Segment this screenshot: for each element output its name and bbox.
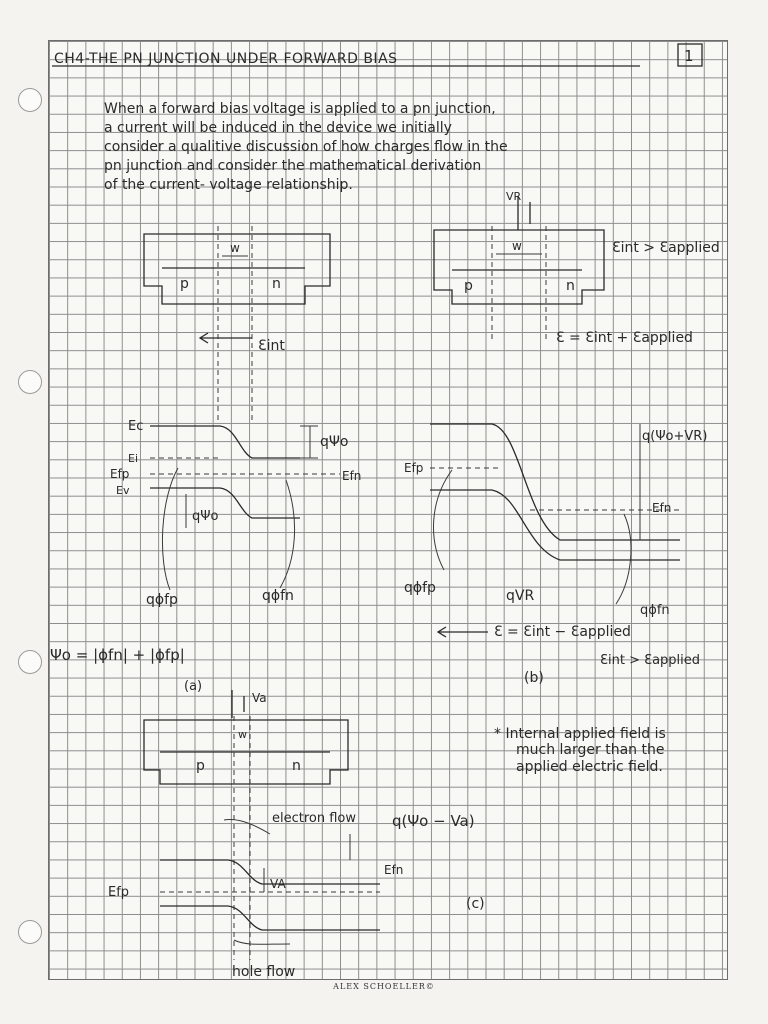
- page-title: CH4-THE PN JUNCTION UNDER FORWARD BIAS: [54, 51, 398, 67]
- efp-label: Efp: [110, 467, 130, 481]
- field-sum: Ɛ = Ɛint + Ɛapplied: [556, 330, 693, 346]
- efp-label: Efp: [404, 461, 424, 475]
- diagram-c-bands: [108, 811, 485, 980]
- conduction-band: [150, 426, 300, 458]
- electron-flow-label: electron flow: [272, 811, 357, 826]
- electron-flow-arrow: [224, 820, 270, 834]
- phifp-arc: [434, 470, 452, 570]
- efn-label: Efn: [652, 501, 672, 515]
- p-region-label: p: [196, 758, 205, 774]
- phifn-label: qϕfn: [262, 588, 294, 604]
- field-label: Ɛint: [258, 338, 285, 354]
- efp-label: Efp: [108, 885, 130, 900]
- efn-label: Efn: [342, 469, 362, 483]
- diagram-a-junction: [144, 226, 330, 420]
- valence-band: [430, 490, 680, 560]
- field-note2: Ɛint > Ɛapplied: [600, 653, 701, 668]
- ei-label: Ei: [128, 452, 139, 465]
- width-label: w: [512, 239, 522, 253]
- phifn-arc: [616, 514, 631, 604]
- note-line: applied electric field.: [516, 759, 663, 775]
- valence-band: [160, 906, 380, 930]
- valence-band: [150, 488, 300, 518]
- page-number: 1: [684, 47, 694, 65]
- caption-a: (a): [184, 679, 203, 694]
- field-note: Ɛint > Ɛapplied: [612, 240, 720, 256]
- n-region-label: n: [566, 278, 575, 294]
- p-region-label: p: [180, 276, 189, 292]
- n-region-label: n: [272, 276, 281, 292]
- efn-label: Efn: [384, 863, 404, 877]
- intro-paragraph: [104, 101, 508, 193]
- hole-flow-arrow: [234, 940, 290, 944]
- barrier-label: q(Ψo+VR): [642, 429, 708, 444]
- intro-line: pn junction and consider the mathematical derivation: [104, 158, 482, 174]
- caption-b: (b): [524, 670, 544, 686]
- p-region-label: p: [464, 278, 473, 294]
- barrier2-label: qΨo: [192, 509, 219, 524]
- ev-label: Ev: [116, 484, 130, 497]
- diagram-b-bands: [404, 424, 707, 686]
- phifn-label: qϕfn: [640, 603, 670, 618]
- psi-equation: Ψo = |ϕfn| + |ϕfp|: [50, 646, 185, 664]
- phifp-arc: [162, 468, 178, 590]
- intro-line: of the current- voltage relationship.: [104, 177, 353, 193]
- va-label: Va: [252, 691, 267, 705]
- footer-credit: ALEX SCHOELLER©: [333, 982, 435, 991]
- barrier-label: qΨo: [320, 434, 349, 450]
- hole-flow-label: hole flow: [232, 964, 296, 980]
- diagram-a-bands: [50, 419, 361, 694]
- width-label: w: [230, 241, 240, 255]
- note-block: [494, 726, 666, 775]
- field-diff: Ɛ = Ɛint − Ɛapplied: [494, 624, 631, 640]
- diagram-b-junction: [434, 190, 720, 346]
- n-region-label: n: [292, 758, 301, 774]
- vr-drop-label: qVR: [506, 588, 535, 604]
- intro-line: consider a qualitive discussion of how charges flow in the: [104, 139, 508, 155]
- phifp-label: qϕfp: [404, 580, 436, 596]
- barrier-label: q(Ψo − Va): [392, 812, 475, 830]
- ec-label: Ec: [128, 419, 144, 434]
- note-line: much larger than the: [516, 742, 665, 758]
- note-line: * Internal applied field is: [494, 726, 666, 742]
- intro-line: When a forward bias voltage is applied to a pn junction,: [104, 101, 496, 117]
- va-step-label: VA: [270, 877, 286, 891]
- vr-label: VR: [506, 190, 522, 203]
- intro-line: a current will be induced in the device we initially: [104, 120, 452, 136]
- phifn-arc: [280, 480, 295, 588]
- caption-c: (c): [466, 896, 485, 912]
- width-label: w: [238, 728, 247, 741]
- phifp-label: qϕfp: [146, 592, 178, 608]
